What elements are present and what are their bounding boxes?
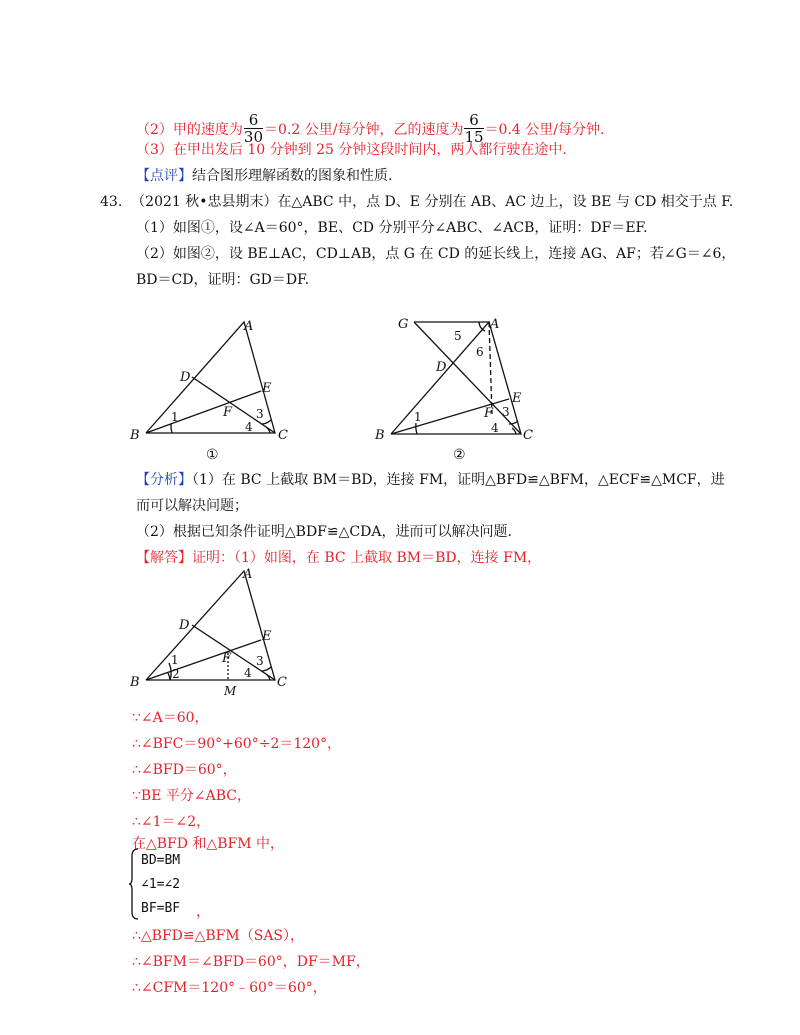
fig1-label-A: A [244, 319, 254, 334]
system-row-2: ∠1=∠2 [141, 877, 181, 892]
comment-line [136, 166, 392, 186]
step-2: ∴∠BFC＝90°+60°÷2＝120°， [132, 736, 342, 752]
fig1-caption: ① [206, 447, 219, 463]
fig3-label-B: B [130, 675, 140, 690]
step-1: ∵∠A＝60， [132, 710, 209, 726]
fig3-label-A: A [243, 567, 253, 582]
fig3-label-E: E [262, 629, 272, 644]
figure-1-triangle [125, 310, 300, 465]
fig1-angle-3: 3 [256, 407, 264, 421]
step-4: ∵BE 平分∠ABC， [132, 788, 251, 804]
analysis-text-1: （1）在 BC 上截取 BM＝BD，连接 FM，证明△BFD≌△BFM，△ECF≌△MCF，进 [192, 472, 725, 488]
fig3-label-M: M [224, 684, 237, 698]
answer-tag: 【解答】 [136, 550, 192, 566]
frac1-numerator: 6 [244, 112, 263, 129]
system-brace-icon [128, 848, 140, 920]
fig2-caption: ② [453, 447, 466, 463]
fig2-label-F: F [484, 406, 494, 421]
figure-2-triangle [370, 312, 545, 464]
fig2-angle-1: 1 [414, 410, 422, 424]
part2-suffix: ＝0.4 公里/每分钟. [484, 122, 605, 138]
fig1-label-E: E [262, 381, 272, 396]
fig3-angle-3: 3 [256, 654, 264, 668]
figure-3-triangle-with-M [125, 565, 300, 700]
answer-text: 证明：（1）如图，在 BC 上截取 BM＝BD，连接 FM， [192, 550, 542, 566]
fig1-label-D: D [180, 370, 191, 385]
fig2-label-B: B [375, 428, 385, 443]
fig3-label-F: F [222, 651, 232, 666]
fig1-angle-4: 4 [245, 420, 253, 434]
fig2-angle-3: 3 [502, 405, 510, 419]
step-3: ∴∠BFD＝60°， [132, 762, 237, 778]
comment-tag: 【点评】 [136, 168, 192, 184]
frac2-numerator: 6 [464, 112, 483, 129]
analysis-line-3: （2）根据已知条件证明△BDF≌△CDA，进而可以解决问题. [136, 524, 512, 540]
fig3-label-D: D [179, 618, 190, 633]
frac1-denominator: 30 [243, 128, 264, 146]
analysis-line-1 [136, 470, 725, 490]
question-stem-text: （2021 秋•忠县期末）在△ABC 中，点 D、E 分别在 AB、AC 边上，设 BE 与 CD 相交于点 F. [131, 194, 734, 210]
fig1-label-B: B [130, 428, 140, 443]
fig2-label-E: E [512, 391, 522, 406]
step-6: 在△BFD 和△BFM 中， [132, 836, 284, 852]
fig3-angle-2: 2 [172, 667, 180, 681]
question-sub1: （1）如图①，设∠A＝60°，BE、CD 分别平分∠ABC、∠ACB，证明：DF＝EF. [136, 220, 648, 236]
step-5: ∴∠1＝∠2， [132, 814, 211, 830]
fig2-label-G: G [398, 317, 409, 332]
analysis-tag: 【分析】 [136, 472, 192, 488]
fig1-angle-1: 1 [171, 410, 179, 424]
frac2-denominator: 15 [464, 128, 484, 146]
question-sub2: （2）如图②，设 BE⊥AC，CD⊥AB，点 G 在 CD 的延长线上，连接 AG、AF；若∠G＝∠6， [136, 246, 736, 262]
fig2-angle-5: 5 [454, 329, 462, 343]
question-43-stem [100, 192, 733, 212]
question-number: 43. [100, 194, 123, 210]
system-tail: ， [196, 904, 210, 920]
analysis-line-2: 而可以解决问题； [136, 498, 248, 514]
fig3-angle-1: 1 [171, 653, 179, 667]
system-row-1: BD=BM [141, 853, 181, 868]
fig2-label-D: D [436, 360, 447, 375]
fig2-label-A: A [490, 317, 500, 332]
fig3-label-C: C [277, 675, 287, 690]
question-sub2-cont: BD＝CD，证明：GD＝DF. [136, 272, 310, 288]
fig2-label-C: C [523, 428, 533, 443]
part2-mid: ＝0.2 公里/每分钟，乙的速度为 [264, 122, 464, 138]
fig2-angle-4: 4 [491, 421, 499, 435]
comment-text: 结合图形理解函数的图象和性质. [192, 168, 393, 184]
part3-line: （3）在甲出发后 10 分钟到 25 分钟这段时间内，两人都行驶在途中. [136, 142, 567, 158]
fig2-angle-6: 6 [476, 345, 484, 359]
step-7: ∴△BFD≌△BFM（SAS）， [132, 928, 305, 944]
part2-prefix: （2）甲的速度为 [136, 122, 243, 138]
step-8: ∴∠BFM＝∠BFD＝60°，DF＝MF， [132, 954, 370, 970]
system-row-3: BF=BF [141, 901, 181, 916]
fig3-angle-4: 4 [244, 666, 252, 680]
fig1-label-F: F [223, 405, 233, 420]
step-9: ∴∠CFM＝120°﹣60°＝60°， [132, 980, 327, 996]
fig1-label-C: C [278, 428, 288, 443]
